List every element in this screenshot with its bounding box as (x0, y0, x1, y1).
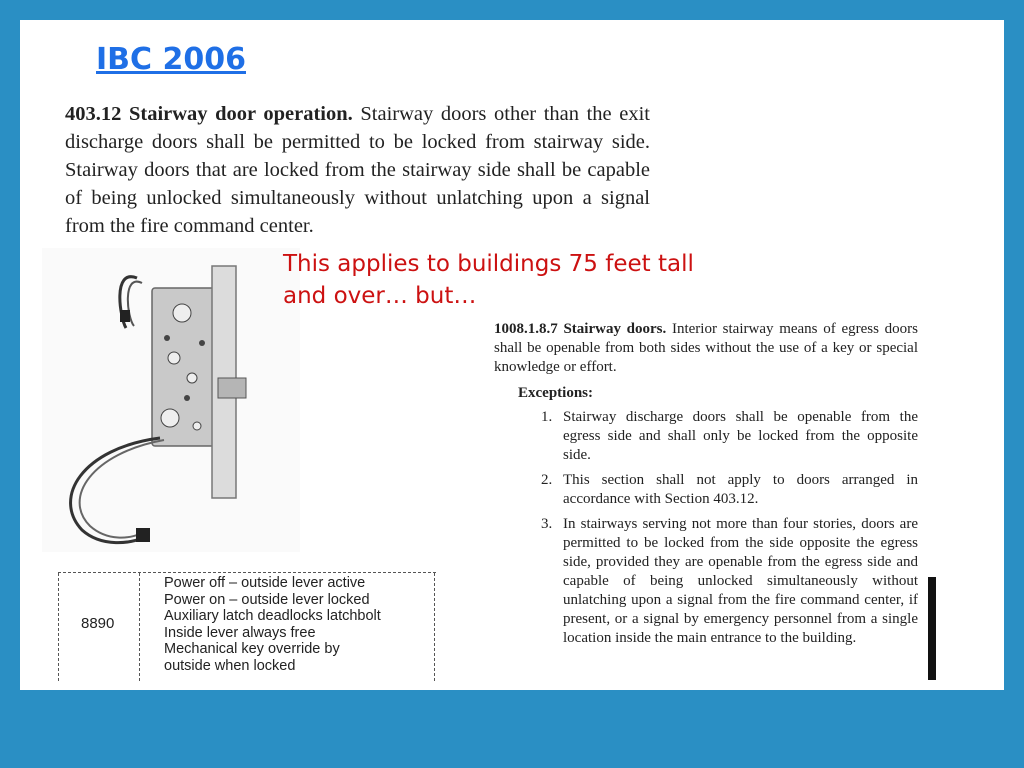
slide (20, 20, 1004, 690)
stair-paragraph (494, 320, 918, 377)
exception-item (494, 471, 918, 509)
feature-line: Power on – outside lever locked (164, 591, 370, 608)
exception-text: This section shall not apply to doors arranged in accordance with Section 403.12. (563, 472, 918, 507)
exception-text: In stairways serving not more than four stories, doors are permitted to be locked from the side opposite the egress side, provided they are openable from the egress side and capable of being unlocked simultaneously without unlatching upon a signal from the fire command center, if present, or a signal by emergency personnel from a single location inside the main entrance to the building. (563, 516, 918, 646)
stair-body: Interior stairway means of egress doors shall be openable from both sides without the use of a key or special knowledge or effort. (494, 321, 918, 375)
feature-line: Inside lever always free (164, 624, 316, 641)
feature-list (164, 575, 381, 674)
exception-text: Stairway discharge doors shall be openable from the egress side and shall only be locked from the opposite side. (563, 409, 918, 463)
exceptions-heading: Exceptions: (518, 385, 593, 401)
feature-line: outside when locked (164, 657, 296, 674)
stair-heading: 1008.1.8.7 Stairway doors. (494, 321, 667, 337)
feature-line: Mechanical key override by (164, 641, 340, 657)
code-section-403-12 (65, 100, 650, 240)
code-section-1008-1-8-7 (494, 320, 918, 654)
features-cell (140, 573, 435, 681)
mortise-lock-image (42, 248, 300, 552)
exception-number: 2. (541, 472, 553, 488)
exceptions-list (494, 408, 918, 648)
exception-number: 3. (541, 516, 553, 532)
feature-line: Auxiliary latch deadlocks latchbolt (164, 608, 381, 624)
exception-number: 1. (541, 409, 553, 425)
change-bar (928, 577, 936, 680)
model-number: 8890 (81, 615, 115, 632)
model-cell (58, 573, 140, 681)
feature-line: Power off – outside lever active (164, 575, 366, 591)
exception-item (494, 515, 918, 648)
exception-item (494, 408, 918, 465)
mortise-lock-icon (42, 248, 300, 552)
slide-title[interactable]: IBC 2006 (96, 42, 246, 77)
red-note: This applies to buildings 75 feet tall and over… but… (283, 251, 694, 309)
spec-table (58, 572, 436, 681)
code-heading: 403.12 Stairway door operation. (65, 103, 353, 125)
code-body: Stairway doors other than the exit discharge doors shall be permitted to be locked from stairway side. Stairway doors that are locked from the stairway side shall be capable of being unlocked simultaneously without unlatching upon a signal from the fire command center. (65, 103, 650, 237)
